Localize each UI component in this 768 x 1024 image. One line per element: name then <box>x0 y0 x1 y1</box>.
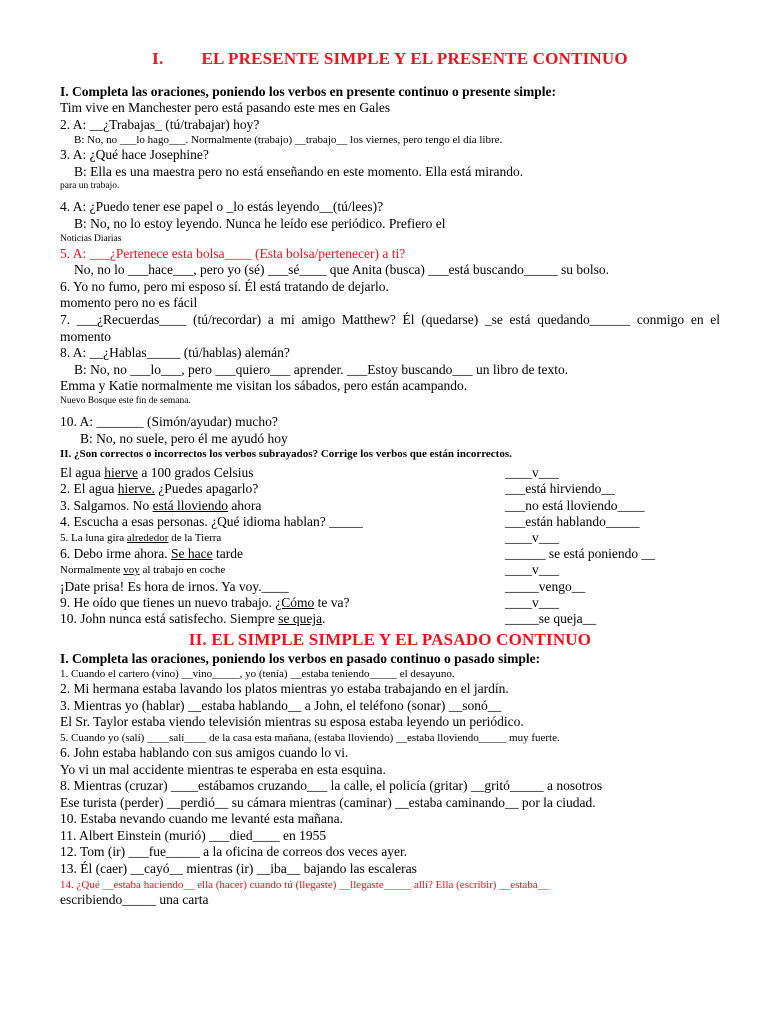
ex1-line: Tim vive en Manchester pero está pasando este mes en Gales <box>60 100 391 115</box>
ex2-answer: ___está hirviendo__ <box>505 481 615 497</box>
ex3-line: Ese turista (perder) __perdió__ su cámara mientras (caminar) __estaba caminando__ por la ciudad. <box>60 794 596 810</box>
ex1-line: B: No, no ___lo hago___. Normalmente (trabajo) __trabajo__ los viernes, pero tengo el día libre. <box>74 134 503 147</box>
ex2-row: 2. El agua hierve. ¿Puedes apagarlo? ___está hirviendo__ <box>60 481 720 497</box>
ex2-answer: ___no está lloviendo____ <box>505 497 645 513</box>
ex2-answer: ____v___ <box>505 465 559 481</box>
ex3-line: 11. Albert Einstein (murió) ___died____ en 1955 <box>60 827 327 843</box>
ex1-line: 5. A: ___¿Pertenece esta bolsa____ (Esta bolsa/pertenecer) a ti? <box>60 245 406 261</box>
ex1-line: 4. A: ¿Puedo tener ese papel o _lo estás leyendo__(tú/lees)? <box>60 199 384 215</box>
ex1-line: B: No, no ___lo___, pero ___quiero___ aprender. ___Estoy buscando___ un libro de texto. <box>74 361 569 377</box>
ex1-line: Emma y Katie normalmente me visitan los sábados, pero están acampando. <box>60 378 468 394</box>
ex1-line: Nuevo Bosque este fin de semana. <box>60 395 191 406</box>
ex3-line: 1. Cuando el cartero (vino) __vino_____, yo (tenía) __estaba teniendo_____ el desayuno. <box>60 668 455 681</box>
ex1-line: No, no lo ___hace___, pero yo (sé) ___sé____ que Anita (busca) ___está buscando_____ su bolso. <box>74 262 610 278</box>
ex3-line: 6. John estaba hablando con sus amigos cuando lo vi. <box>60 744 349 760</box>
ex1-line: 7. ___¿Recuerdas____ (tú/recordar) a mi amigo Matthew? Él (quedarse) _se está quedando______ conmigo en el momento <box>60 311 720 344</box>
ex3-line: 3. Mientras yo (hablar) __estaba hablando__ a John, el teléfono (sonar) __sonó__ <box>60 697 502 713</box>
ex2-answer: ____v___ <box>505 594 559 610</box>
ex2-row: Normalmente voy al trabajo en coche ____v___ <box>60 562 720 578</box>
ex3-line: 8. Mientras (cruzar) ____estábamos cruzando___ la calle, el policía (gritar) __gritó_____ a nosotros <box>60 778 603 794</box>
ex2-row: 9. He oído que tienes un nuevo trabajo. ¿Cómo te va? ____v___ <box>60 595 720 611</box>
section-2-title: II. EL SIMPLE SIMPLE Y EL PASADO CONTINUO <box>188 630 592 650</box>
section-1-title-text: EL PRESENTE SIMPLE Y EL PRESENTE CONTINUO <box>201 49 628 68</box>
ex2-row: 5. La luna gira alrededor de la Tierra ____v___ <box>60 530 720 546</box>
exercise-3-instruction: I. Completa las oraciones, poniendo los verbos en pasado continuo o pasado simple: <box>60 651 541 667</box>
ex2-answer: ______ se está poniendo __ <box>505 546 655 562</box>
ex2-answer: _____se queja__ <box>505 610 597 626</box>
ex2-row: 4. Escucha a esas personas. ¿Qué idioma hablan? _____ ___están hablando_____ <box>60 514 720 530</box>
ex3-line: Yo vi un mal accidente mientras te esperaba en esta esquina. <box>60 761 386 777</box>
ex2-row: ¡Date prisa! Es hora de irnos. Ya voy.____ _____vengo__ <box>60 579 720 595</box>
ex2-row: El agua hierve a 100 grados Celsius ____v___ <box>60 465 720 481</box>
ex2-row: 3. Salgamos. No está lloviendo ahora ___no está lloviendo____ <box>60 498 720 514</box>
ex2-row: 6. Debo irme ahora. Se hace tarde ______ se está poniendo __ <box>60 546 720 562</box>
ex3-line: 12. Tom (ir) ___fue_____ a la oficina de correos dos veces ayer. <box>60 844 408 860</box>
ex3-line: El Sr. Taylor estaba viendo televisión mientras su esposa estaba leyendo un periódico. <box>60 714 524 730</box>
exercise-2-instruction: II. ¿Son correctos o incorrectos los verbos subrayados? Corrige los verbos que están incorrectos. <box>60 448 512 461</box>
section-1-title <box>60 48 720 70</box>
ex3-line: 2. Mi hermana estaba lavando los platos mientras yo estaba trabajando en el jardín. <box>60 681 509 697</box>
exercise-2-list <box>60 465 720 627</box>
ex1-line: 2. A: __¿Trabajas_ (tú/trabajar) hoy? <box>60 116 260 132</box>
ex1-line: B: No, no suele, pero él me ayudó hoy <box>80 430 288 446</box>
ex3-line: 10. Estaba nevando cuando me levanté esta mañana. <box>60 811 344 827</box>
ex2-answer: ___están hablando_____ <box>505 513 640 529</box>
ex2-answer: ____v___ <box>505 529 559 545</box>
ex2-answer: ____v___ <box>505 562 559 578</box>
ex1-line: para un trabajo. <box>60 181 120 192</box>
ex3-line: 5. Cuando yo (salí) ____salí____ de la casa esta mañana, (estaba lloviendo) __estaba lloviendo_____ muy fuerte. <box>60 731 560 744</box>
ex2-answer: _____vengo__ <box>505 578 586 594</box>
ex1-line: 8. A: __¿Hablas_____ (tú/hablas) alemán? <box>60 345 290 361</box>
ex1-line: momento pero no es fácil <box>60 295 198 311</box>
section-1-number: I. <box>152 49 164 68</box>
ex1-line: 3. A: ¿Qué hace Josephine? <box>60 147 209 163</box>
ex3-line: 14. ¿Qué __estaba haciendo__ ella (hacer) cuando tú (llegaste) __llegaste_____ allí? Ella (escribir) __estaba__ <box>60 878 549 891</box>
ex1-line: Noticias Diarias <box>60 233 122 244</box>
ex3-line: 13. Él (caer) __cayó__ mientras (ir) __iba__ bajando las escaleras <box>60 861 417 877</box>
ex2-row: 10. John nunca está satisfecho. Siempre se queja. _____se queja__ <box>60 611 720 627</box>
ex1-line: 10. A: _______ (Simón/ayudar) mucho? <box>60 413 278 429</box>
ex1-line: B: No, no lo estoy leyendo. Nunca he leído ese periódico. Prefiero el <box>74 215 446 231</box>
ex1-line: B: Ella es una maestra pero no está enseñando en este momento. Ella está mirando. <box>74 163 524 179</box>
ex1-line: 6. Yo no fumo, pero mi esposo sí. Él está tratando de dejarlo. <box>60 278 389 294</box>
worksheet-page <box>60 48 720 908</box>
ex3-line: escribiendo_____ una carta <box>60 891 209 907</box>
exercise-1-instruction: I. Completa las oraciones, poniendo los verbos en presente continuo o presente simple: <box>60 84 556 99</box>
